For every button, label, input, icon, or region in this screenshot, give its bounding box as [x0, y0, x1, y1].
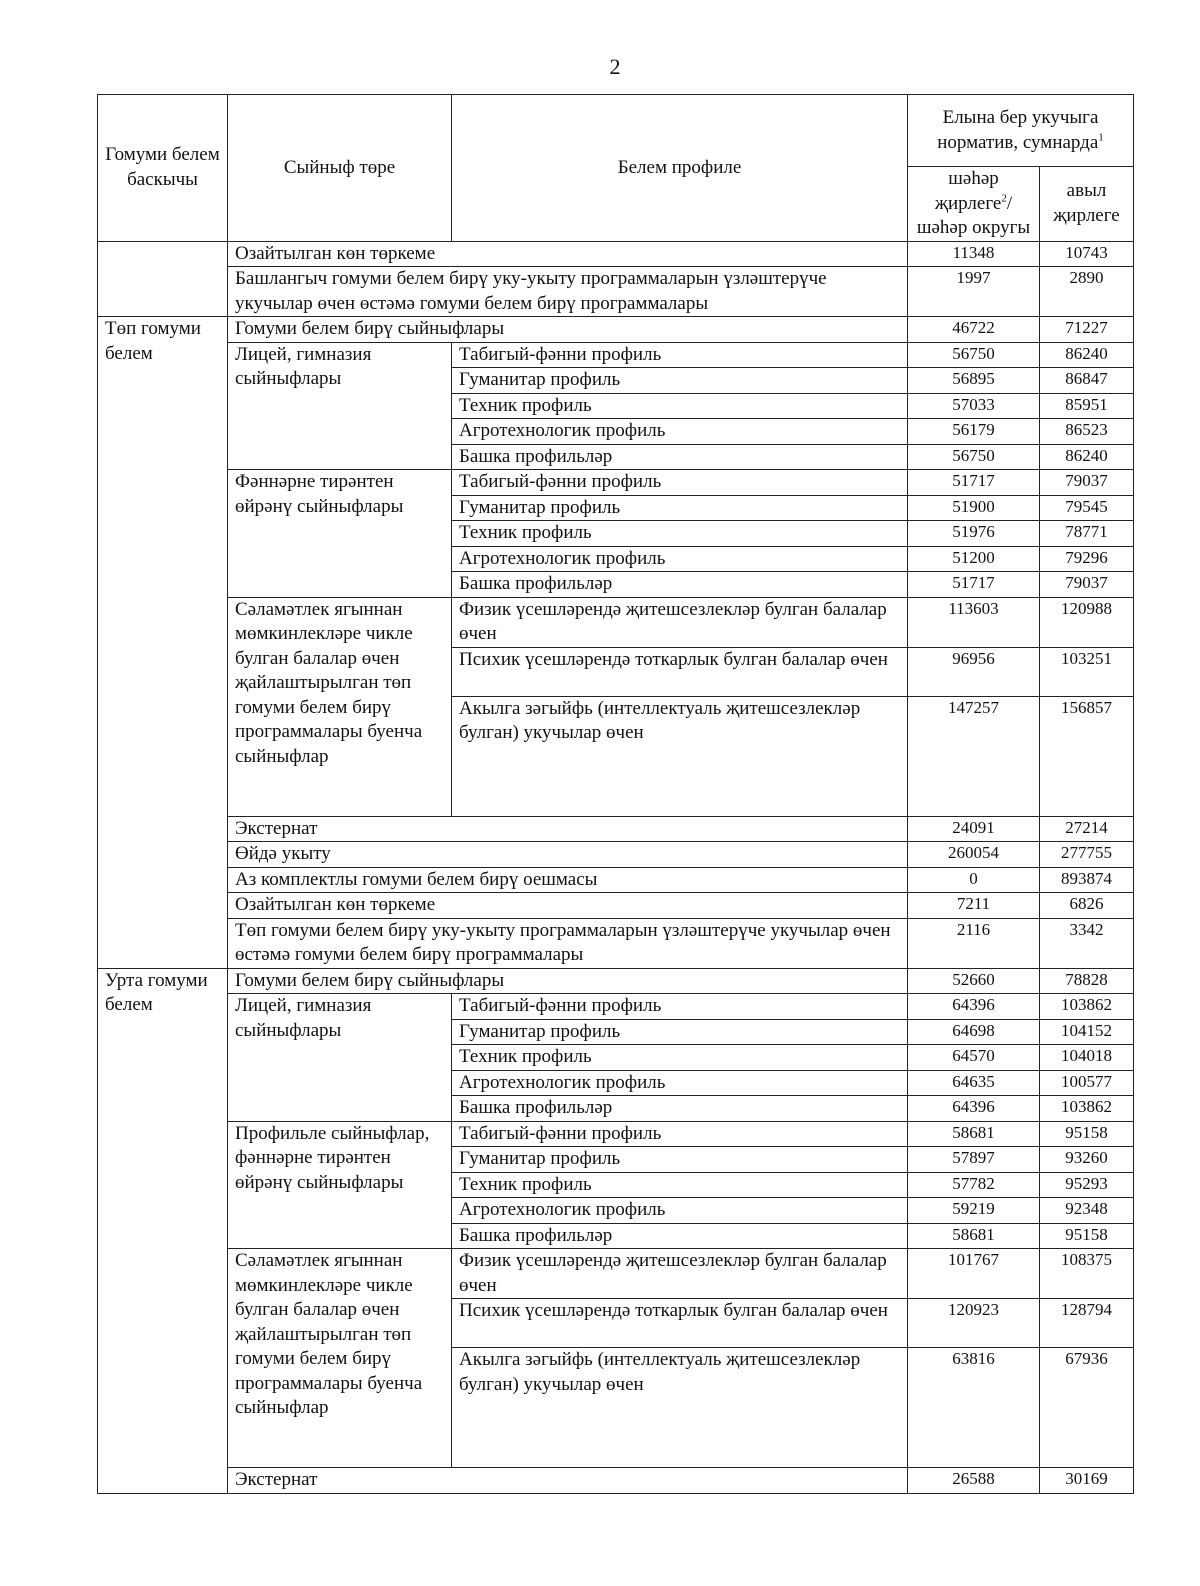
city-value: 46722: [908, 317, 1040, 343]
city-value: 101767: [908, 1249, 1040, 1299]
profile-cell: Башка профильләр: [452, 1096, 908, 1122]
city-value: 58681: [908, 1121, 1040, 1147]
village-value: 93260: [1040, 1147, 1134, 1173]
village-value: 79545: [1040, 495, 1134, 521]
city-value: 51900: [908, 495, 1040, 521]
profile-cell: Техник профиль: [452, 1172, 908, 1198]
city-value: 51717: [908, 572, 1040, 598]
city-value: 64570: [908, 1045, 1040, 1071]
city-value: 147257: [908, 696, 1040, 816]
village-value: 100577: [1040, 1070, 1134, 1096]
type-cell: Лицей, гимназия сыйныфлары: [228, 342, 452, 470]
type-cell: Экстернат: [228, 1468, 908, 1494]
profile-cell: Агротехнологик профиль: [452, 1070, 908, 1096]
profile-cell: Физик үсешләрендә җитешсезлекләр булган балалар өчен: [452, 1249, 908, 1299]
city-value: 64698: [908, 1019, 1040, 1045]
village-value: 3342: [1040, 918, 1134, 968]
type-cell: Озайтылган көн төркеме: [228, 893, 908, 919]
village-value: 104018: [1040, 1045, 1134, 1071]
type-cell: Лицей, гимназия сыйныфлары: [228, 994, 452, 1122]
stage-cell-primary: [98, 241, 228, 317]
city-value: 63816: [908, 1348, 1040, 1468]
village-value: 86240: [1040, 342, 1134, 368]
village-value: 79296: [1040, 546, 1134, 572]
type-cell: Аз комплектлы гомуми белем бирү оешмасы: [228, 867, 908, 893]
village-value: 86240: [1040, 444, 1134, 470]
city-value: 56750: [908, 444, 1040, 470]
village-value: 85951: [1040, 393, 1134, 419]
village-value: 10743: [1040, 241, 1134, 267]
village-value: 6826: [1040, 893, 1134, 919]
city-value: 26588: [908, 1468, 1040, 1494]
village-value: 103251: [1040, 647, 1134, 696]
village-value: 27214: [1040, 816, 1134, 842]
type-cell: Фәннәрне тирәнтен өйрәнү сыйныфлары: [228, 470, 452, 598]
profile-cell: Табигый-фәнни профиль: [452, 994, 908, 1020]
village-value: 78771: [1040, 521, 1134, 547]
city-value: 51976: [908, 521, 1040, 547]
city-value: 260054: [908, 842, 1040, 868]
village-value: 277755: [1040, 842, 1134, 868]
city-value: 57782: [908, 1172, 1040, 1198]
village-value: 128794: [1040, 1299, 1134, 1348]
type-cell: Төп гомуми белем бирү уку-укыту программаларын үзләштерүче укучылар өчен өстәмә гомуми белем бирү программалары: [228, 918, 908, 968]
city-value: 7211: [908, 893, 1040, 919]
header-profile: Белем профиле: [452, 95, 908, 242]
city-value: 120923: [908, 1299, 1040, 1348]
header-village: авыл җирлеге: [1040, 167, 1134, 242]
profile-cell: Табигый-фәнни профиль: [452, 1121, 908, 1147]
type-cell: Озайтылган көн төркеме: [228, 241, 908, 267]
village-value: 86523: [1040, 419, 1134, 445]
type-cell: Гомуми белем бирү сыйныфлары: [228, 317, 908, 343]
village-value: 104152: [1040, 1019, 1134, 1045]
city-value: 1997: [908, 267, 1040, 317]
header-norm-group: [908, 95, 1134, 167]
page-number: 2: [609, 54, 621, 79]
profile-cell: Агротехнологик профиль: [452, 546, 908, 572]
profile-cell: Акылга зәгыйфь (интеллектуаль җитешсезлекләр булган) укучылар өчен: [452, 696, 908, 816]
city-value: 59219: [908, 1198, 1040, 1224]
city-value: 57033: [908, 393, 1040, 419]
village-value: 67936: [1040, 1348, 1134, 1468]
stage-cell-basic: Төп гомуми белем: [98, 317, 228, 969]
profile-cell: Акылга зәгыйфь (интеллектуаль җитешсезлекләр булган) укучылар өчен: [452, 1348, 908, 1468]
profile-cell: Психик үсешләрендә тоткарлык булган балалар өчен: [452, 647, 908, 696]
profile-cell: Гуманитар профиль: [452, 368, 908, 394]
city-value: 56750: [908, 342, 1040, 368]
type-cell: Сәламәтлек ягыннан мөмкинлекләре чикле булган балалар өчен җайлаштырылган төп гомуми белем бирү программалары буенча сыйныфлар: [228, 597, 452, 816]
profile-cell: Техник профиль: [452, 393, 908, 419]
footnote-1-marker: 1: [1098, 131, 1104, 144]
village-value: 103862: [1040, 994, 1134, 1020]
village-value: 78828: [1040, 968, 1134, 994]
city-value: 64635: [908, 1070, 1040, 1096]
village-value: 2890: [1040, 267, 1134, 317]
city-value: 11348: [908, 241, 1040, 267]
type-cell: Өйдә укыту: [228, 842, 908, 868]
city-value: 56895: [908, 368, 1040, 394]
city-value: 0: [908, 867, 1040, 893]
header-norm-group-text: Елына бер укучыга норматив, сумнарда: [937, 107, 1099, 153]
city-value: 96956: [908, 647, 1040, 696]
village-value: 120988: [1040, 597, 1134, 647]
city-value: 57897: [908, 1147, 1040, 1173]
type-cell: Сәламәтлек ягыннан мөмкинлекләре чикле булган балалар өчен җайлаштырылган төп гомуми белем бирү программалары буенча сыйныфлар: [228, 1249, 452, 1468]
village-value: 156857: [1040, 696, 1134, 816]
profile-cell: Башка профильләр: [452, 1223, 908, 1249]
village-value: 92348: [1040, 1198, 1134, 1224]
header-city-text: шәһәр җирлеге: [934, 168, 1002, 214]
village-value: 893874: [1040, 867, 1134, 893]
village-value: 86847: [1040, 368, 1134, 394]
header-city-suffix: / шәһәр округы: [916, 192, 1031, 238]
city-value: 24091: [908, 816, 1040, 842]
city-value: 51200: [908, 546, 1040, 572]
city-value: 58681: [908, 1223, 1040, 1249]
profile-cell: Агротехнологик профиль: [452, 419, 908, 445]
city-value: 64396: [908, 1096, 1040, 1122]
footnote-2-marker: 2: [1001, 192, 1007, 205]
type-cell: Профильле сыйныфлар, фәннәрне тирәнтен өйрәнү сыйныфлары: [228, 1121, 452, 1249]
profile-cell: Башка профильләр: [452, 572, 908, 598]
city-value: 113603: [908, 597, 1040, 647]
village-value: 95158: [1040, 1121, 1134, 1147]
city-value: 51717: [908, 470, 1040, 496]
city-value: 56179: [908, 419, 1040, 445]
village-value: 103862: [1040, 1096, 1134, 1122]
normative-table: [97, 94, 1134, 1494]
village-value: 71227: [1040, 317, 1134, 343]
profile-cell: Табигый-фәнни профиль: [452, 342, 908, 368]
profile-cell: Табигый-фәнни профиль: [452, 470, 908, 496]
profile-cell: Агротехнологик профиль: [452, 1198, 908, 1224]
type-cell: Башлангыч гомуми белем бирү уку-укыту программаларын үзләштерүче укучылар өчен өстәмә гомуми белем бирү программалары: [228, 267, 908, 317]
city-value: 2116: [908, 918, 1040, 968]
village-value: 30169: [1040, 1468, 1134, 1494]
profile-cell: Техник профиль: [452, 521, 908, 547]
profile-cell: Башка профильләр: [452, 444, 908, 470]
header-class-type: Сыйныф төре: [228, 95, 452, 242]
profile-cell: Гуманитар профиль: [452, 495, 908, 521]
header-stage: Гомуми белем баскычы: [98, 95, 228, 242]
stage-cell-secondary: Урта гомуми белем: [98, 968, 228, 1493]
city-value: 64396: [908, 994, 1040, 1020]
profile-cell: Гуманитар профиль: [452, 1019, 908, 1045]
profile-cell: Техник профиль: [452, 1045, 908, 1071]
profile-cell: Физик үсешләрендә җитешсезлекләр булган балалар өчен: [452, 597, 908, 647]
village-value: 79037: [1040, 470, 1134, 496]
profile-cell: Психик үсешләрендә тоткарлык булган балалар өчен: [452, 1299, 908, 1348]
profile-cell: Гуманитар профиль: [452, 1147, 908, 1173]
type-cell: Гомуми белем бирү сыйныфлары: [228, 968, 908, 994]
type-cell: Экстернат: [228, 816, 908, 842]
city-value: 52660: [908, 968, 1040, 994]
header-city: [908, 167, 1040, 242]
village-value: 95158: [1040, 1223, 1134, 1249]
village-value: 95293: [1040, 1172, 1134, 1198]
village-value: 79037: [1040, 572, 1134, 598]
village-value: 108375: [1040, 1249, 1134, 1299]
